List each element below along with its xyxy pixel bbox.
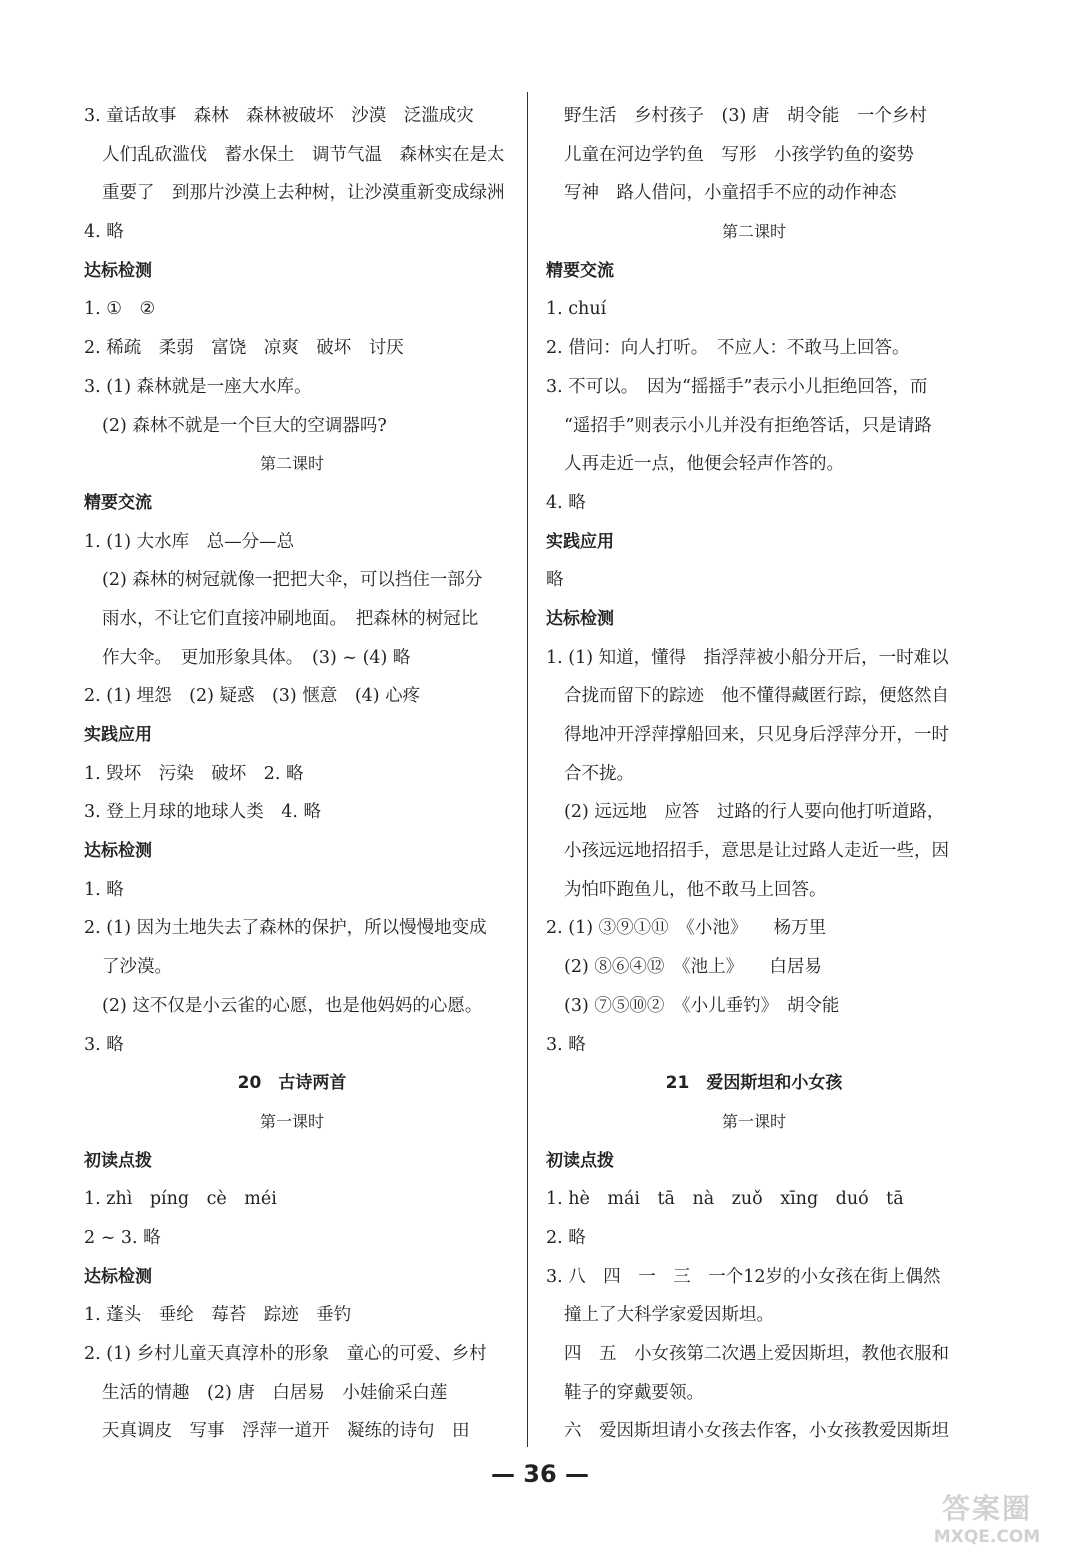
lesson-period: 第一课时 xyxy=(721,1111,786,1131)
answer-line: 生活的情趣 (2) 唐 白居易 小娃偷采白莲 xyxy=(102,1382,448,1403)
answer-line: 1. zhì píng cè méi xyxy=(84,1189,277,1210)
answer-line: 1. hè mái tā nà zuǒ xīng duó tā xyxy=(546,1189,904,1210)
answer-line: 3. 略 xyxy=(84,1034,124,1055)
answer-line: 人们乱砍滥伐 蓄水保土 调节气温 森林实在是太 xyxy=(102,144,505,165)
answer-line: 4. 略 xyxy=(84,222,124,243)
answer-line: 3. (1) 森林就是一座大水库。 xyxy=(84,376,312,397)
section-heading: 实践应用 xyxy=(84,725,152,745)
answer-line: (3) ⑦⑤⑩② 《小儿垂钓》 胡令能 xyxy=(564,995,840,1016)
answer-line: 六 爱因斯坦请小女孩去作客，小女孩教爱因斯坦 xyxy=(564,1421,949,1442)
answer-line: 2. (1) 埋怨 (2) 疑惑 (3) 惬意 (4) 心疼 xyxy=(84,686,421,707)
answer-line: 为怕吓跑鱼儿，他不敢马上回答。 xyxy=(564,879,827,900)
answer-line: 合拢而留下的踪迹 他不懂得藏匿行踪，便悠然自 xyxy=(564,686,949,707)
answer-line: 3. 略 xyxy=(546,1034,586,1055)
answer-line: 1. (1) 大水库 总—分—总 xyxy=(84,531,295,552)
answer-line: 写神 路人借问，小童招手不应的动作神态 xyxy=(564,183,897,204)
answer-line: 重要了 到那片沙漠上去种树，让沙漠重新变成绿洲 xyxy=(102,183,505,204)
answer-line: 4. 略 xyxy=(546,492,586,513)
answer-line: 1. 蓬头 垂纶 莓苔 踪迹 垂钓 xyxy=(84,1305,352,1326)
answer-line: 小孩远远地招招手，意思是让过路人走近一些，因 xyxy=(564,841,949,862)
answer-line: 野生活 乡村孩子 (3) 唐 胡令能 一个乡村 xyxy=(564,106,927,126)
column-divider xyxy=(527,92,528,1447)
answer-line: 1. 毁坏 污染 破坏 2. 略 xyxy=(84,763,304,784)
left-column xyxy=(84,97,514,1451)
answer-line: (2) 这不仅是小云雀的心愿，也是他妈妈的心愿。 xyxy=(102,995,483,1016)
section-heading: 达标检测 xyxy=(84,1266,152,1287)
answer-line: 3. 不可以。 因为“摇摇手”表示小儿拒绝回答，而 xyxy=(546,376,928,397)
section-heading: 达标检测 xyxy=(546,608,614,629)
answer-line: 3. 登上月球的地球人类 4. 略 xyxy=(84,802,322,823)
lesson-period: 第二课时 xyxy=(721,222,786,242)
answer-line: 3. 八 四 一 三 一个12岁的小女孩在街上偶然 xyxy=(546,1266,941,1287)
answer-line: 2. 略 xyxy=(546,1227,586,1248)
answer-line: 1. 略 xyxy=(84,879,124,900)
answer-line: 2. (1) ③⑨①⑪ 《小池》 杨万里 xyxy=(546,918,827,939)
lesson-period: 第二课时 xyxy=(259,454,324,474)
answer-line: 合不拢。 xyxy=(564,763,634,784)
answer-line: 四 五 小女孩第二次遇上爱因斯坦，教他衣服和 xyxy=(564,1344,949,1364)
answer-line: “遥招手”则表示小儿并没有拒绝答话，只是请路 xyxy=(564,415,932,436)
watermark-url: MXQE.COM xyxy=(933,1527,1041,1547)
answer-line: 天真调皮 写事 浮萍一道开 凝练的诗句 田 xyxy=(102,1421,470,1442)
section-heading: 达标检测 xyxy=(84,260,152,281)
answer-line: 人再走近一点，他便会轻声作答的。 xyxy=(564,454,844,475)
answer-line: 2 ~ 3. 略 xyxy=(84,1227,161,1248)
answer-line: 2. (1) 乡村儿童天真淳朴的形象 童心的可爱、乡村 xyxy=(84,1344,487,1364)
section-heading: 实践应用 xyxy=(546,531,614,552)
lesson-title: 21 爱因斯坦和小女孩 xyxy=(665,1073,843,1094)
answer-line: 2. 稀疏 柔弱 富饶 凉爽 破坏 讨厌 xyxy=(84,338,404,359)
section-heading: 达标检测 xyxy=(84,841,152,862)
page-number: — 36 — xyxy=(490,1460,590,1488)
lesson-title: 20 古诗两首 xyxy=(237,1073,347,1094)
answer-line: (2) 森林不就是一个巨大的空调器吗? xyxy=(102,415,387,436)
answer-line: 了沙漠。 xyxy=(102,957,172,978)
answer-line: 雨水，不让它们直接冲刷地面。 把森林的树冠比 xyxy=(102,608,479,629)
answer-line: 撞上了大科学家爱因斯坦。 xyxy=(564,1305,774,1326)
lesson-period: 第一课时 xyxy=(259,1111,324,1131)
answer-line: (2) 森林的树冠就像一把把大伞，可以挡住一部分 xyxy=(102,570,483,591)
answer-line: 略 xyxy=(546,570,564,591)
answer-line: 1. (1) 知道，懂得 指浮萍被小船分开后，一时难以 xyxy=(546,647,949,668)
answer-line: 2. (1) 因为土地失去了森林的保护，所以慢慢地变成 xyxy=(84,918,487,939)
answer-line: (2) 远远地 应答 过路的行人要向他打听道路， xyxy=(564,802,945,823)
answer-line: 1. chuí xyxy=(546,299,607,320)
answer-line: 1. ① ② xyxy=(84,299,156,320)
answer-line: 儿童在河边学钓鱼 写形 小孩学钓鱼的姿势 xyxy=(564,144,914,165)
right-column xyxy=(546,97,976,1451)
answer-line: 2. 借问：向人打听。 不应人：不敢马上回答。 xyxy=(546,338,910,359)
watermark-title: 答案圈 xyxy=(941,1492,1032,1525)
answer-line: 作大伞。 更加形象具体。 (3) ~ (4) 略 xyxy=(102,647,411,668)
answer-line: (2) ⑧⑥④⑫ 《池上》 白居易 xyxy=(564,957,822,978)
section-heading: 初读点拨 xyxy=(546,1150,614,1171)
answer-line: 得地冲开浮萍撑船回来，只见身后浮萍分开，一时 xyxy=(564,725,949,745)
answer-line: 3. 童话故事 森林 森林被破坏 沙漠 泛滥成灾 xyxy=(84,106,474,126)
section-heading: 精要交流 xyxy=(84,492,152,513)
section-heading: 初读点拨 xyxy=(84,1150,152,1171)
answer-line: 鞋子的穿戴要领。 xyxy=(564,1382,704,1403)
section-heading: 精要交流 xyxy=(546,260,614,281)
watermark-logo xyxy=(902,1487,1072,1547)
